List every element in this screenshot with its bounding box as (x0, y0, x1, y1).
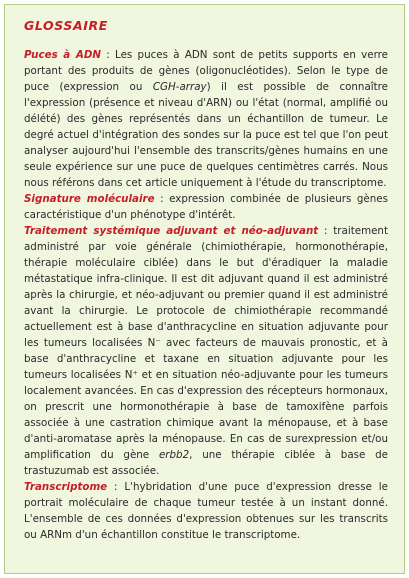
glossary-definition: L'hybridation d'une puce d'expression dresse le portrait moléculaire de chaque tumeur testée à un instant donné. L'ensemble de ces données d'expression obtenues sur les transcrits ou ARNm d'un échantillon constitue le transcriptome. (24, 481, 388, 541)
glossary-italic-term: CGH-array (152, 81, 207, 93)
glossary-term: Traitement systémique adjuvant et néo-adjuvant (24, 225, 319, 237)
glossary-separator: : (100, 49, 116, 61)
glossary-box (4, 4, 405, 574)
glossary-definition-cont: ) il est possible de connaître l'expression (présence et niveau d'ARN) ou l'état (normal, amplifié ou délété) des gènes représentés dans un échantillon de tumeur. Le degré actuel d'intégration des sondes sur la puce est tel que l'on peut analyser aujourd'hui l'ensemble des transcrits/gènes humains en une seule expérience sur une puce de quelques centimètres carrés. Nous nous référons dans cet article uniquement à l'étude du transcriptome. (24, 81, 389, 189)
glossary-definition: traitement administré par voie générale (chimiothérapie, hormonothérapie, thérapie moléculaire ciblée) dans le but d'éradiquer la maladie métastatique infra-clinique. Il est dit adjuvant quand il est administré après la chirurgie, et néo-adjuvant ou premier quand il est administré avant la chirurgie. Le protocole de chimiothérapie recommandé actuellement est à base d'anthracycline en situation adjuvante pour les tumeurs localisées N⁻ avec facteurs de mauvais pronostic, et à base d'anthracycline et taxane en situation adjuvante pour les tumeurs localisées N⁺ et en situation néo-adjuvante pour les tumeurs localement avancées. En cas d'expression des récepteurs hormonaux, on prescrit une hormonothérapie à base de tamoxifène parfois associée à une castration chimique avant la ménopause, et à base d'anti-aromatase après la ménopause. En cas de surexpression et/ou amplification du gène (24, 225, 388, 461)
glossary-separator: : (318, 225, 334, 237)
glossary-definition: Les puces à ADN sont de petits supports en verre portant des produits de gènes (oligonucléotides). Selon le type de puce (expression ou (24, 49, 388, 93)
glossary-title: GLOSSAIRE (24, 18, 108, 33)
glossary-separator: : (154, 193, 170, 205)
glossary-entry-traitement (24, 223, 388, 479)
glossary-entry-puces (24, 47, 388, 191)
glossary-term: Transcriptome (24, 481, 108, 493)
glossary-separator: : (107, 481, 125, 493)
glossary-definition-cont: , une thérapie ciblée à base de trastuzumab est associée. (24, 449, 388, 477)
glossary-term: Puces à ADN (24, 49, 101, 61)
glossary-entry-transcriptome (24, 479, 388, 543)
glossary-italic-term: erbb2 (158, 449, 190, 461)
glossary-entry-signature (24, 191, 388, 223)
glossary-definition: expression combinée de plusieurs gènes caractéristique d'un phénotype d'intérêt. (24, 193, 388, 221)
glossary-term: Signature moléculaire (24, 193, 155, 205)
